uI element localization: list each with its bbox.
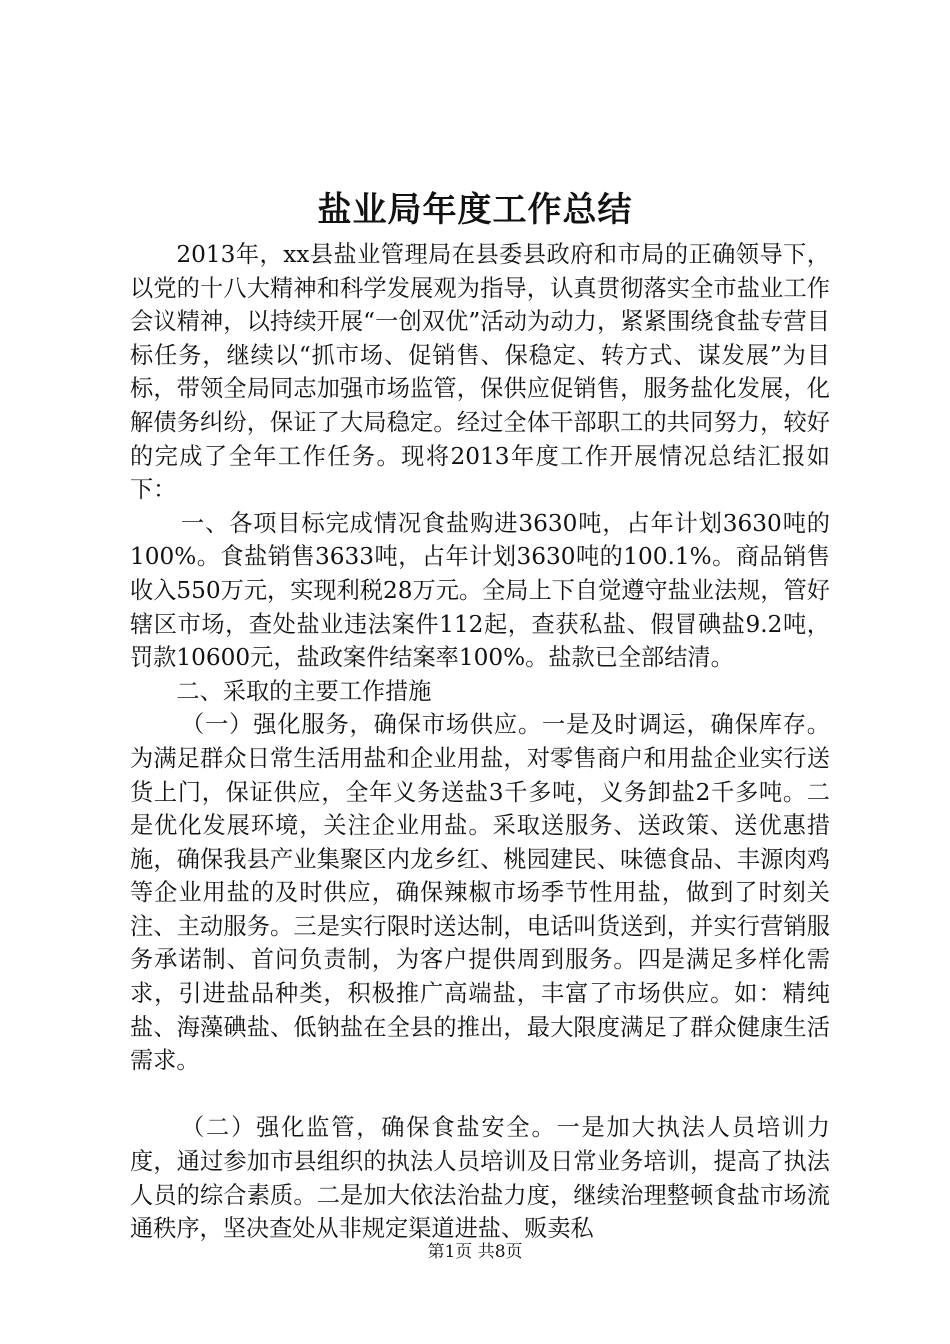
document-body [130, 238, 830, 1246]
paragraph-gap [130, 1078, 830, 1112]
paragraph-service: （一）强化服务，确保市场供应。一是及时调运，确保库存。为满足群众日常生活用盐和企业用盐，对零售商户和用盐企业实行送货上门，保证供应，全年义务送盐3千多吨，义务卸盐2千多吨。二是优化发展环境，关注企业用盐。采取送服务、送政策、送优惠措施，确保我县产业集聚区内龙乡红、桃园建民、味德食品、丰源肉鸡等企业用盐的及时供应，确保辣椒市场季节性用盐，做到了时刻关注、主动服务。三是实行限时送达制，电话叫货送到，并实行营销服务承诺制、首问负责制，为客户提供周到服务。四是满足多样化需求，引进盐品种类，积极推广高端盐，丰富了市场供应。如：精纯盐、海藻碘盐、低钠盐在全县的推出，最大限度满足了群众健康生活需求。 [130, 711, 830, 1075]
paragraph-supervision: （二）强化监管，确保食盐安全。一是加大执法人员培训力度，通过参加市县组织的执法人员培训及日常业务培训，提高了执法人员的综合素质。二是加大依法治盐力度，继续治理整顿食盐市场流通秩序，坚决查处从非规定渠道进盐、贩卖私 [130, 1114, 830, 1243]
paragraph-targets: 一、各项目标完成情况食盐购进3630吨，占年计划3630吨的100%。食盐销售3633吨，占年计划3630吨的100.1%。商品销售收入550万元，实现利税28万元。全局上下自觉遵守盐业法规，管好辖区市场，查处盐业违法案件112起，查获私盐、假冒碘盐9.2吨，罚款10600元，盐政案件结案率100%。盐款已全部结清。 [130, 509, 830, 672]
page-footer: 第1页 共8页 [427, 1242, 523, 1262]
paragraph-section-heading: 二、采取的主要工作措施 [176, 677, 432, 705]
paragraph-intro: 2013年，xx县盐业管理局在县委县政府和市局的正确领导下，以党的十八大精神和科学发展观为指导，认真贯彻落实全市盐业工作会议精神，以持续开展“一创双优”活动为动力，紧紧围绕食盐专营目标任务，继续以“抓市场、促销售、保稳定、转方式、谋发展”为目标，带领全局同志加强市场监管，保供应促销售，服务盐化发展，化解债务纠纷，保证了大局稳定。经过全体干部职工的共同努力，较好的完成了全年工作任务。现将2013年度工作开展情况总结汇报如下： [130, 241, 830, 504]
document-title: 盐业局年度工作总结 [317, 190, 633, 230]
